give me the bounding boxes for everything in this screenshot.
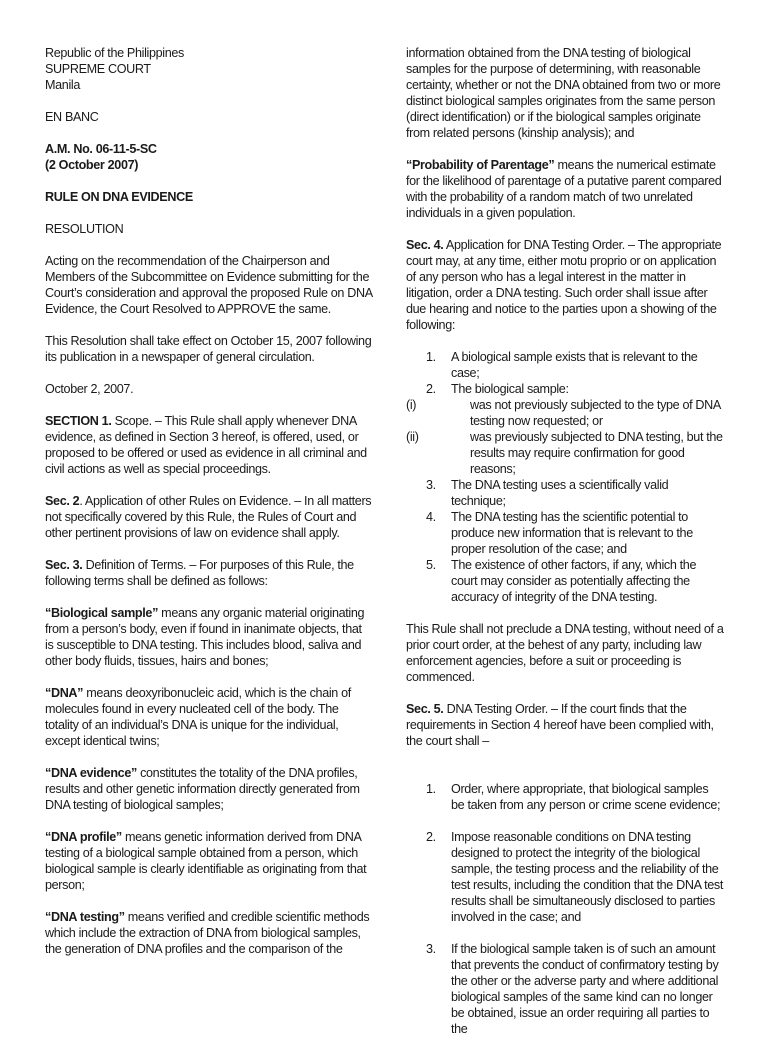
list-text: The existence of other factors, if any, which the court may consider as potentially affecting the accuracy of integrity of the DNA testing.	[451, 558, 697, 604]
list-item	[406, 557, 724, 605]
definition-dna-profile	[45, 829, 373, 893]
list-item	[406, 509, 724, 557]
definition-text: constitutes the totality of the DNA profiles, results and other genetic information directly generated from DNA testing of biological samples;	[45, 766, 360, 812]
list-item	[406, 429, 724, 477]
section-text: Definition of Terms. – For purposes of this Rule, the following terms shall be defined as follows:	[45, 558, 354, 588]
section-heading: Sec. 4.	[406, 238, 444, 252]
definition-text: means deoxyribonucleic acid, which is the chain of molecules found in every nucleated cell of the body. The totality of an individual’s DNA is unique for the individual, except identical twins;	[45, 686, 351, 748]
section-1	[45, 413, 373, 477]
list-item	[406, 381, 724, 397]
list-text: The DNA testing has the scientific potential to produce new information that is relevant to the proper resolution of the case; and	[451, 510, 693, 556]
definition-term: “DNA profile”	[45, 830, 122, 844]
list-number: 2.	[426, 830, 436, 844]
section-text: DNA Testing Order. – If the court finds that the requirements in Section 4 hereof have been complied with, the court shall –	[406, 702, 714, 748]
right-column	[406, 45, 724, 1053]
resolution-heading: RESOLUTION	[45, 222, 124, 236]
header-line: SUPREME COURT	[45, 62, 151, 76]
definition-term: “DNA evidence”	[45, 766, 137, 780]
list-text: was previously subjected to DNA testing, but the results may require confirmation for good reasons;	[470, 430, 723, 476]
list-number: (i)	[406, 398, 417, 412]
list-text: was not previously subjected to the type of DNA testing now requested; or	[470, 398, 721, 428]
definition-probability-of-parentage	[406, 157, 724, 221]
section-4	[406, 237, 724, 333]
list-number: 3.	[426, 942, 436, 956]
section-2	[45, 493, 373, 541]
resolution-date: October 2, 2007.	[45, 382, 134, 396]
list-text: Impose reasonable conditions on DNA testing designed to protect the integrity of the biological sample, the testing process and the reliability of the test results, including the condition that the DNA test results shall be simultaneously disclosed to parties involved in the case; and	[451, 830, 723, 924]
list-item	[406, 829, 724, 925]
list-item	[406, 349, 724, 381]
list-item	[406, 941, 724, 1037]
list-item	[406, 397, 724, 429]
list-text: Order, where appropriate, that biological samples be taken from any person or crime scene evidence;	[451, 782, 721, 812]
definition-term: “DNA testing”	[45, 910, 125, 924]
header-line: Republic of the Philippines	[45, 46, 184, 60]
definition-text: means the numerical estimate for the likelihood of parentage of a putative parent compared with the probability of a random match of two unrelated individuals in a given population.	[406, 158, 722, 220]
list-item	[406, 477, 724, 509]
section-5-list	[406, 781, 724, 1037]
list-number: (ii)	[406, 430, 419, 444]
section-text: Application for DNA Testing Order. – The appropriate court may, at any time, either motu proprio or on application of any person who has a legal interest in the matter in litigation, order a DNA testing. Such order shall issue after due hearing and notice to the parties upon a showing of the following:	[406, 238, 722, 332]
case-date: (2 October 2007)	[45, 158, 139, 172]
definition-dna	[45, 685, 373, 749]
definition-biological-sample	[45, 605, 373, 669]
definition-term: “Biological sample”	[45, 606, 159, 620]
resolution-paragraph: Acting on the recommendation of the Chairperson and Members of the Subcommittee on Evidence submitting for the Court’s consideration and approval the proposed Rule on DNA Evidence, the Court Resolved to APPROVE the same.	[45, 254, 373, 316]
section-heading: Sec. 5.	[406, 702, 444, 716]
list-text: If the biological sample taken is of such an amount that prevents the conduct of confirmatory testing by the other or the adverse party and where additional biological samples of the same kind can no longer be obtained, issue an order requiring all parties to the	[451, 942, 719, 1036]
section-heading: SECTION 1.	[45, 414, 112, 428]
definition-term: “Probability of Parentage”	[406, 158, 555, 172]
list-number: 5.	[426, 558, 436, 572]
definition-text: means verified and credible scientific methods which include the extraction of DNA from biological samples, the generation of DNA profiles and the comparison of the	[45, 910, 370, 956]
document-title: RULE ON DNA EVIDENCE	[45, 190, 193, 204]
section-5	[406, 701, 724, 749]
effectivity-paragraph: This Resolution shall take effect on October 15, 2007 following its publication in a newspaper of general circulation.	[45, 334, 372, 364]
left-column	[45, 45, 373, 973]
definition-continuation: information obtained from the DNA testing of biological samples for the purpose of determining, with reasonable certainty, whether or not the DNA obtained from two or more distinct biological samples originates from the same person (direct identification) or if the biological samples originate from related persons (kinship analysis); and	[406, 46, 721, 140]
section-heading: Sec. 3.	[45, 558, 83, 572]
case-number: A.M. No. 06-11-5-SC	[45, 142, 157, 156]
section-heading: Sec. 2	[45, 494, 80, 508]
definition-text: means any organic material originating from a person’s body, even if found in inanimate objects, that is susceptible to DNA testing. This includes blood, saliva and other body fluids, tissues, hairs and bones;	[45, 606, 365, 668]
definition-dna-evidence	[45, 765, 373, 813]
list-number: 1.	[426, 782, 436, 796]
section-text: . Application of other Rules on Evidence. – In all matters not specifically covered by this Rule, the Rules of Court and other pertinent provisions of law on evidence shall apply.	[45, 494, 372, 540]
header-line: Manila	[45, 78, 80, 92]
list-number: 4.	[426, 510, 436, 524]
list-text: A biological sample exists that is relevant to the case;	[451, 350, 698, 380]
list-text: The biological sample:	[451, 382, 569, 396]
section-3	[45, 557, 373, 589]
section-text: Scope. – This Rule shall apply whenever DNA evidence, as defined in Section 3 hereof, is offered, used, or proposed to be offered or used as evidence in all criminal and civil actions as well as special proceedings.	[45, 414, 367, 476]
definition-text: means genetic information derived from DNA testing of a biological sample obtained from a person, which biological sample is clearly identifiable as originating from that person;	[45, 830, 367, 892]
rule-paragraph: This Rule shall not preclude a DNA testing, without need of a prior court order, at the behest of any party, including law enforcement agencies, before a suit or proceeding is commenced.	[406, 622, 724, 684]
list-item	[406, 781, 724, 813]
list-text: The DNA testing uses a scientifically valid technique;	[451, 478, 669, 508]
definition-dna-testing	[45, 909, 373, 957]
list-number: 3.	[426, 478, 436, 492]
section-4-list	[406, 349, 724, 605]
definition-term: “DNA”	[45, 686, 84, 700]
list-number: 1.	[426, 350, 436, 364]
en-banc: EN BANC	[45, 110, 99, 124]
list-number: 2.	[426, 382, 436, 396]
